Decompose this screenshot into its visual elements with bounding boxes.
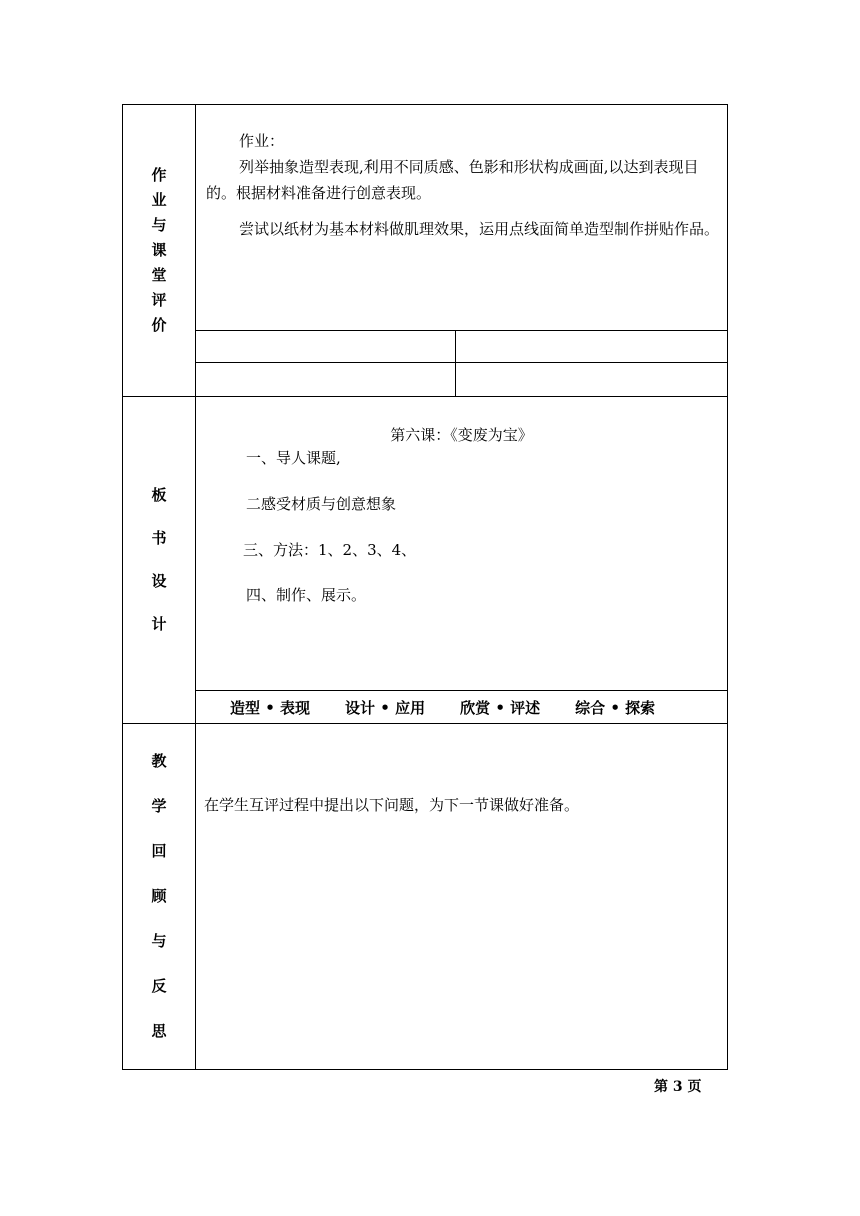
board-line: 四、制作、展示。 — [246, 586, 367, 604]
homework-content — [196, 105, 727, 396]
evaluation-grid-row — [196, 362, 727, 396]
label-char: 课 — [151, 241, 167, 259]
reflection-text: 在学生互评过程中提出以下问题，为下一节课做好准备。 — [204, 796, 580, 814]
label-char: 业 — [151, 191, 167, 209]
label-char: 顾 — [151, 887, 167, 905]
lesson-plan-table — [122, 104, 728, 1070]
label-char: 与 — [151, 932, 167, 950]
label-char: 计 — [151, 615, 167, 633]
board-line: 一、导人课题, — [246, 449, 341, 467]
label-char: 与 — [151, 216, 167, 234]
label-char: 书 — [151, 529, 167, 547]
category-label: 设计 • 应用 — [345, 698, 426, 717]
board-design-row — [123, 396, 727, 723]
evaluation-grid-row — [196, 330, 727, 362]
lesson-title: 第六课：《变废为宝》 — [390, 426, 533, 444]
category-label: 综合 • 探索 — [575, 698, 656, 717]
board-design-label — [123, 397, 196, 723]
label-char: 评 — [151, 291, 167, 309]
category-bar — [196, 690, 727, 723]
label-char: 堂 — [151, 266, 167, 284]
label-char: 反 — [151, 977, 167, 995]
reflection-label — [123, 724, 196, 1069]
homework-paragraph-1: 列举抽象造型表现,利用不同质感、色影和形状构成画面,以达到表现目的。根据材料准备进行创意表现。 — [206, 158, 699, 202]
reflection-content — [196, 724, 727, 1069]
page-number: 第 3 页 — [654, 1079, 702, 1095]
label-char: 回 — [151, 842, 167, 860]
label-char: 作 — [151, 166, 167, 184]
homework-paragraph-2: 尝试以纸材为基本材料做肌理效果，运用点线面简单造型制作拼贴作品。 — [239, 220, 720, 238]
label-char: 板 — [151, 486, 167, 504]
homework-heading: 作业： — [239, 132, 285, 150]
label-char: 价 — [151, 316, 167, 334]
label-char: 设 — [151, 572, 167, 590]
label-char: 学 — [151, 797, 167, 815]
category-label: 造型 • 表现 — [230, 698, 311, 717]
homework-row — [123, 105, 727, 396]
board-line: 三、方法：1、2、3、4、 — [243, 541, 417, 559]
board-line: 二感受材质与创意想象 — [246, 495, 397, 513]
label-char: 思 — [151, 1022, 167, 1040]
reflection-row — [123, 723, 727, 1069]
label-char: 教 — [151, 752, 167, 770]
board-design-content — [196, 397, 727, 723]
category-label: 欣赏 • 评述 — [460, 698, 541, 717]
homework-label — [123, 105, 196, 396]
